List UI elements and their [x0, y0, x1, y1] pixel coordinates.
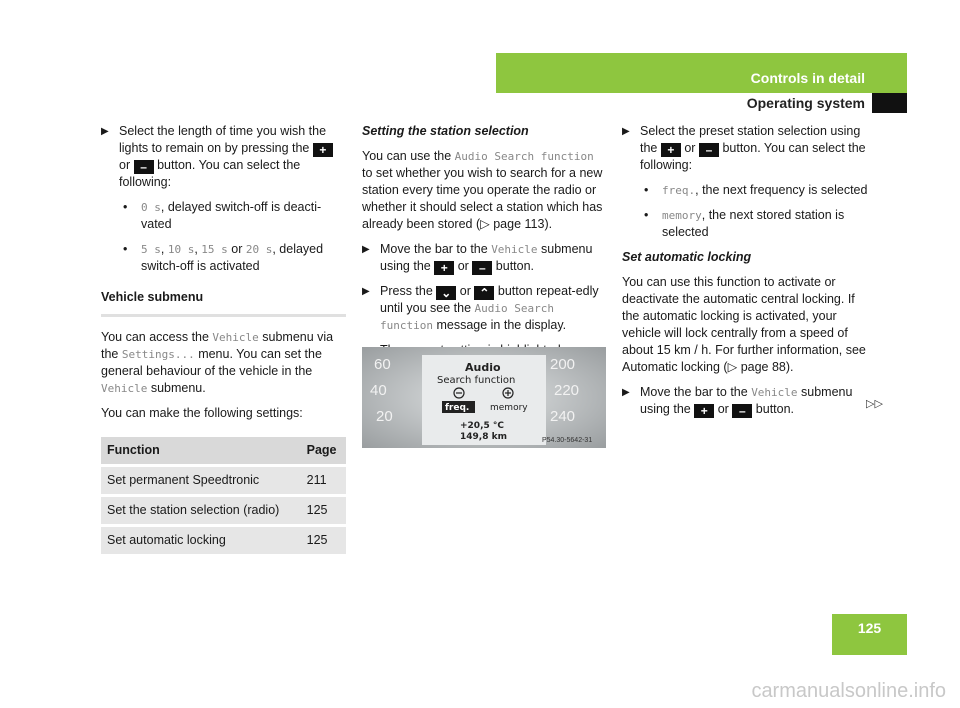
header-marker [872, 93, 907, 113]
list-item: • freq., the next frequency is selected [644, 183, 868, 197]
table-row [101, 497, 346, 524]
gauge-number: 40 [370, 382, 387, 399]
paragraph: You can make the following settings: [101, 406, 303, 420]
gauge-number: 200 [550, 356, 576, 373]
table-cell: 125 [301, 497, 346, 524]
arrow-icon: ▶ [101, 126, 109, 137]
display-option-memory: memory [490, 403, 528, 413]
minus-button-icon: – [699, 143, 719, 157]
arrow-icon: ▶ [362, 244, 370, 255]
minus-button-icon: – [134, 160, 154, 174]
section-heading: Set automatic locking [622, 250, 752, 264]
arrow-icon: ▶ [622, 387, 630, 398]
plus-button-icon: + [661, 143, 681, 157]
page-number: 125 [857, 620, 882, 636]
section-title: Controls in detail [750, 70, 865, 86]
instruction-item: ▶ Move the bar to the Vehicle submenu using the + or – button. [362, 242, 593, 275]
bullet-icon: • [644, 208, 649, 222]
arrow-icon: ▶ [622, 126, 630, 137]
page-ref-icon: ▷ [727, 360, 741, 374]
instrument-display-photo [362, 347, 606, 448]
table-cell: Set permanent Speedtronic [101, 467, 301, 494]
bullet-icon: • [644, 183, 649, 197]
column-2 [362, 123, 607, 367]
gauge-number: 60 [374, 356, 391, 373]
down-button-icon: ⌄ [436, 286, 456, 300]
arrow-icon: ▶ [362, 286, 370, 297]
instruction-item: ▶ Move the bar to the Vehicle submenu using the + or – button. [622, 385, 853, 418]
display-subtitle: Search function [437, 375, 516, 386]
list-item: • 5 s, 10 s, 15 s or 20 s, delayed switch-off is activated [123, 242, 324, 273]
plus-button-icon: + [694, 404, 714, 418]
column-1 [101, 123, 346, 557]
page-ref-icon: ▷ [480, 217, 494, 231]
section-header [496, 53, 907, 93]
table-row [101, 467, 346, 494]
paragraph: You can use the Audio Search function to set whether you wish to search for a new station every time you operate the radio or whether it should select a station which has already been stored (▷ page 113). [362, 149, 603, 231]
list-item: • memory, the next stored station is selected [644, 208, 845, 239]
minus-button-icon: – [732, 404, 752, 418]
section-heading: Setting the station selection [362, 124, 529, 138]
table-cell: 125 [301, 527, 346, 554]
instruction-item: ▶ Select the preset station selection using the + or – button. You can select the following: [622, 124, 866, 172]
display-odometer: 149,8 km [460, 432, 507, 442]
watermark: carmanualsonline.info [751, 680, 946, 702]
display-option-freq: freq. [445, 403, 470, 413]
table-row [101, 527, 346, 554]
continue-marker: ▷▷ [866, 398, 883, 410]
subsection-title: Operating system [746, 95, 865, 111]
bullet-icon: • [123, 242, 128, 256]
table-header-row [101, 437, 346, 464]
section-heading: Vehicle submenu [101, 290, 204, 304]
plus-button-icon: + [434, 261, 454, 275]
table-header: Page [301, 437, 346, 464]
table-cell: Set automatic locking [101, 527, 301, 554]
table-cell: 211 [301, 467, 346, 494]
paragraph: You can use this function to activate or deactivate the automatic central locking. If the automatic locking is activated, your vehicle will lock centrally from a speed of about 15 km / h. For further information, see Automatic locking (▷ page 88). [622, 275, 866, 374]
gauge-number: 240 [550, 408, 576, 425]
table-cell: Set the station selection (radio) [101, 497, 301, 524]
up-button-icon: ⌃ [474, 286, 494, 300]
bullet-icon: • [123, 200, 128, 214]
display-illustration [362, 347, 606, 448]
settings-table [101, 434, 346, 557]
instruction-item: ▶ Select the length of time you wish the lights to remain on by pressing the + or – button. You can select the following: [101, 123, 346, 191]
minus-button-icon: – [472, 261, 492, 275]
figure-reference: P54.30-5642-31 [542, 437, 593, 444]
list-item: • 0 s, delayed switch-off is deacti-vated [123, 200, 322, 231]
subsection-header [496, 93, 907, 113]
gauge-number: 220 [554, 382, 580, 399]
display-temp: +20,5 °C [460, 421, 504, 431]
instruction-item: ▶ Press the ⌄ or ⌃ button repeat-edly until you see the Audio Search function message in the display. [362, 283, 607, 359]
plus-button-icon: + [313, 143, 333, 157]
table-header: Function [101, 437, 301, 464]
paragraph: You can access the Vehicle submenu via the Settings... menu. You can set the general behaviour of the vehicle in the Vehicle submenu. [101, 330, 334, 395]
divider [101, 314, 346, 317]
page-number-box [832, 614, 907, 655]
display-title: Audio [465, 361, 501, 374]
column-3 [622, 123, 872, 426]
gauge-number: 20 [376, 408, 393, 425]
